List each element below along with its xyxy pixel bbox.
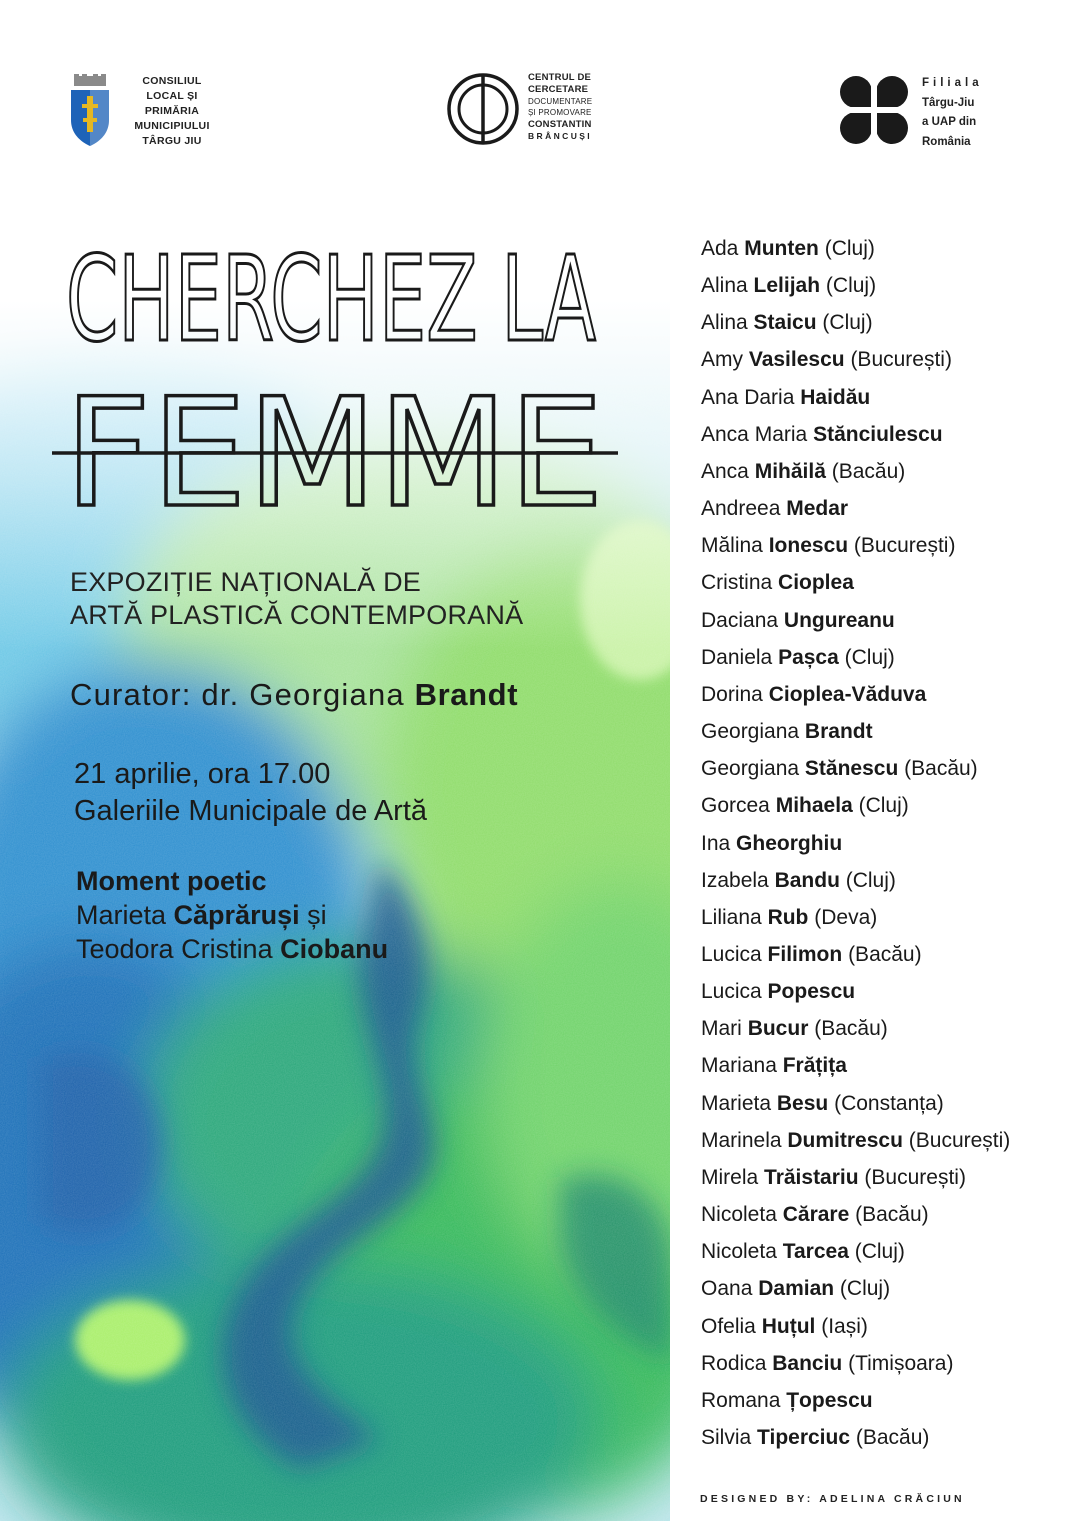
artist-first-name: Silvia <box>701 1426 752 1449</box>
uap-clover-logo-icon <box>836 74 912 146</box>
artist-item <box>701 973 1010 1010</box>
artist-last-name: Medar <box>786 497 849 521</box>
poet-joiner: și <box>299 900 327 930</box>
artist-last-name: Tarcea <box>782 1240 849 1264</box>
artist-item <box>701 899 1010 936</box>
artist-first-name: Alina <box>701 311 748 335</box>
artist-last-name: Gheorghiu <box>736 831 843 855</box>
artist-last-name: Ungureanu <box>783 608 895 632</box>
artist-first-name: Ada <box>701 237 739 260</box>
title-line-1: CHERCHEZ LA <box>66 230 596 368</box>
artist-item <box>701 713 1010 750</box>
poetic-moment <box>76 864 388 966</box>
artist-item <box>701 825 1010 862</box>
org3-line: a UAP din <box>922 116 977 128</box>
exhibition-title <box>50 222 620 522</box>
artist-first-name: Daciana <box>701 608 779 632</box>
org3-line: România <box>922 135 971 148</box>
artist-city: (București) <box>908 1128 1011 1152</box>
artist-first-name: Ina <box>701 831 731 855</box>
curator-line <box>70 677 518 713</box>
artist-city: (București) <box>853 534 956 558</box>
artist-last-name: Bucur <box>747 1017 809 1041</box>
artist-first-name: Gorcea <box>701 794 770 818</box>
designer-credit: DESIGNED BY: ADELINA CRĂCIUN <box>700 1493 965 1505</box>
artist-first-name: Romana <box>701 1388 781 1412</box>
org-uap-filiala <box>922 74 983 152</box>
org3-line: Târgu-Jiu <box>922 96 975 109</box>
artist-city: (Bacău) <box>904 757 978 781</box>
artist-item <box>701 1308 1010 1345</box>
artist-item <box>701 639 1010 676</box>
artist-city: (Cluj) <box>839 1277 891 1301</box>
exhibition-subtitle <box>70 566 523 632</box>
org2-line: CENTRUL DE <box>528 72 592 83</box>
poet-first-name: Teodora Cristina <box>76 934 281 964</box>
event-details <box>74 756 427 830</box>
artist-city: (Constanța) <box>834 1091 944 1115</box>
artist-city: (București) <box>850 348 952 372</box>
artist-first-name: Georgiana <box>701 720 800 744</box>
artist-item <box>701 490 1010 527</box>
artist-first-name: Daniela <box>701 645 773 669</box>
artist-last-name: Brandt <box>804 720 873 744</box>
artist-city: (Cluj) <box>845 868 896 892</box>
org3-line: Filiala <box>922 77 983 89</box>
poet-last-name: Căprăruși <box>173 900 300 930</box>
artist-item <box>701 267 1010 304</box>
artist-first-name: Dorina <box>701 682 763 706</box>
artist-last-name: Huțul <box>761 1314 816 1338</box>
artist-last-name: Dumitrescu <box>787 1128 903 1152</box>
org1-line: PRIMĂRIA <box>144 105 200 117</box>
artist-first-name: Liliana <box>701 905 762 929</box>
artist-last-name: Stănciulescu <box>813 422 943 446</box>
artist-item <box>701 750 1010 787</box>
artist-first-name: Marinela <box>701 1128 782 1152</box>
artist-last-name: Besu <box>776 1091 829 1115</box>
artist-first-name: Lucica <box>701 942 762 966</box>
artist-first-name: Mari <box>701 1017 742 1041</box>
artist-city: (Deva) <box>814 905 878 929</box>
subtitle-line-2: ARTĂ PLASTICĂ CONTEMPORANĂ <box>70 600 524 630</box>
artist-last-name: Bandu <box>774 868 840 892</box>
artist-last-name: Lelijah <box>753 274 821 298</box>
artist-first-name: Cristina <box>701 571 773 595</box>
artist-last-name: Trăistariu <box>764 1165 859 1189</box>
artist-last-name: Tiperciuc <box>757 1426 851 1449</box>
artist-first-name: Ofelia <box>701 1314 756 1338</box>
artist-first-name: Oana <box>701 1277 753 1301</box>
artist-last-name: Filimon <box>767 942 843 966</box>
curator-surname: Brandt <box>414 677 519 712</box>
artist-city: (Bacău) <box>831 459 906 483</box>
artist-item <box>701 379 1010 416</box>
artist-item <box>701 676 1010 713</box>
title-line-2: FEMME <box>64 367 604 522</box>
artist-item <box>701 1047 1010 1084</box>
artist-first-name: Marieta <box>701 1091 772 1115</box>
org2-line: CONSTANTIN <box>528 119 592 131</box>
artist-last-name: Ionescu <box>768 534 849 558</box>
artist-city: (Bacău) <box>855 1426 930 1449</box>
artist-item <box>701 527 1010 564</box>
org1-line: CONSILIUL <box>142 75 202 87</box>
artist-city: (București) <box>864 1165 966 1189</box>
artist-first-name: Anca <box>701 459 749 483</box>
artist-item <box>701 1010 1010 1047</box>
artist-last-name: Rub <box>767 905 809 929</box>
artist-first-name: Mirela <box>701 1165 759 1189</box>
artist-last-name: Vasilescu <box>748 348 845 372</box>
artist-item <box>701 564 1010 601</box>
artist-item <box>701 1345 1010 1382</box>
artist-last-name: Cărare <box>782 1203 850 1227</box>
artist-item <box>701 1085 1010 1122</box>
org2-line: BRÂNCUȘI <box>528 130 593 141</box>
curator-prefix: Curator: dr. Georgiana <box>70 677 415 712</box>
artist-first-name: Amy <box>701 348 743 372</box>
artist-last-name: Mihaela <box>775 794 853 818</box>
artist-city: (Cluj) <box>858 794 909 818</box>
artist-item <box>701 936 1010 973</box>
artist-last-name: Cioplea-Văduva <box>768 682 927 706</box>
artist-item <box>701 230 1010 267</box>
coat-of-arms-icon <box>68 74 112 148</box>
artist-last-name: Cioplea <box>778 571 854 595</box>
artist-first-name: Rodica <box>701 1351 767 1375</box>
artist-last-name: Haidău <box>800 385 871 409</box>
artist-item <box>701 1419 1010 1456</box>
org2-line: CERCETARE <box>528 83 589 95</box>
subtitle-line-1: EXPOZIȚIE NAȚIONALĂ DE <box>70 567 421 597</box>
artist-first-name: Mariana <box>701 1054 777 1078</box>
artist-last-name: Damian <box>758 1277 835 1301</box>
artist-item <box>701 304 1010 341</box>
event-date: 21 aprilie, ora 17.00 <box>74 758 331 790</box>
artist-last-name: Mihăilă <box>754 459 826 483</box>
artist-last-name: Pașca <box>778 645 839 669</box>
event-venue: Galeriile Municipale de Artă <box>74 795 428 827</box>
org2-line: DOCUMENTARE <box>528 96 593 106</box>
org1-line: LOCAL ȘI <box>146 90 198 102</box>
artist-first-name: Izabela <box>701 868 769 892</box>
artist-last-name: Țopescu <box>786 1388 873 1412</box>
artist-item <box>701 1270 1010 1307</box>
org1-line: MUNICIPIULUI <box>134 120 210 132</box>
artist-item <box>701 416 1010 453</box>
brancusi-center-logo-icon <box>446 72 520 146</box>
artist-first-name: Mălina <box>701 534 763 558</box>
poet-last-name: Ciobanu <box>280 934 389 964</box>
artist-item <box>701 1196 1010 1233</box>
artist-first-name: Nicoleta <box>701 1240 777 1264</box>
artist-first-name: Lucica <box>701 980 762 1004</box>
artist-item <box>701 1233 1010 1270</box>
poetic-heading: Moment poetic <box>76 866 267 896</box>
artist-item <box>701 341 1010 378</box>
artist-city: (Timișoara) <box>848 1351 954 1375</box>
artist-item <box>701 1382 1010 1419</box>
artist-last-name: Banciu <box>772 1351 843 1375</box>
artist-item <box>701 1159 1010 1196</box>
artist-first-name: Ana Daria <box>701 385 795 409</box>
artist-city: (Cluj) <box>825 274 877 298</box>
artist-first-name: Georgiana <box>701 757 800 781</box>
artist-city: (Cluj) <box>824 237 875 260</box>
artist-last-name: Staicu <box>753 311 817 335</box>
artists-list <box>701 230 1010 1456</box>
artist-last-name: Munten <box>744 237 819 260</box>
artist-last-name: Frățița <box>782 1054 847 1078</box>
artist-city: (Cluj) <box>854 1240 905 1264</box>
artist-last-name: Stănescu <box>804 757 899 781</box>
artist-last-name: Popescu <box>767 980 856 1004</box>
poet-first-name: Marieta <box>76 900 174 930</box>
org2-line: ȘI PROMOVARE <box>528 108 592 118</box>
org-centrul-de-cercetare <box>528 72 592 143</box>
artist-first-name: Anca Maria <box>701 422 808 446</box>
artist-first-name: Alina <box>701 274 748 298</box>
org-consiliul-local <box>124 74 220 149</box>
artist-item <box>701 453 1010 490</box>
artist-city: (Bacău) <box>848 942 922 966</box>
artist-first-name: Nicoleta <box>701 1203 777 1227</box>
artist-city: (Bacău) <box>855 1203 929 1227</box>
artist-item <box>701 787 1010 824</box>
org1-line: TÂRGU JIU <box>142 135 202 147</box>
artist-city: (Cluj) <box>844 645 895 669</box>
artist-first-name: Andreea <box>701 497 781 521</box>
artist-item <box>701 602 1010 639</box>
artist-city: (Cluj) <box>822 311 873 335</box>
artist-item <box>701 1122 1010 1159</box>
artist-item <box>701 862 1010 899</box>
artist-city: (Iași) <box>821 1314 868 1338</box>
artist-city: (Bacău) <box>814 1017 888 1041</box>
